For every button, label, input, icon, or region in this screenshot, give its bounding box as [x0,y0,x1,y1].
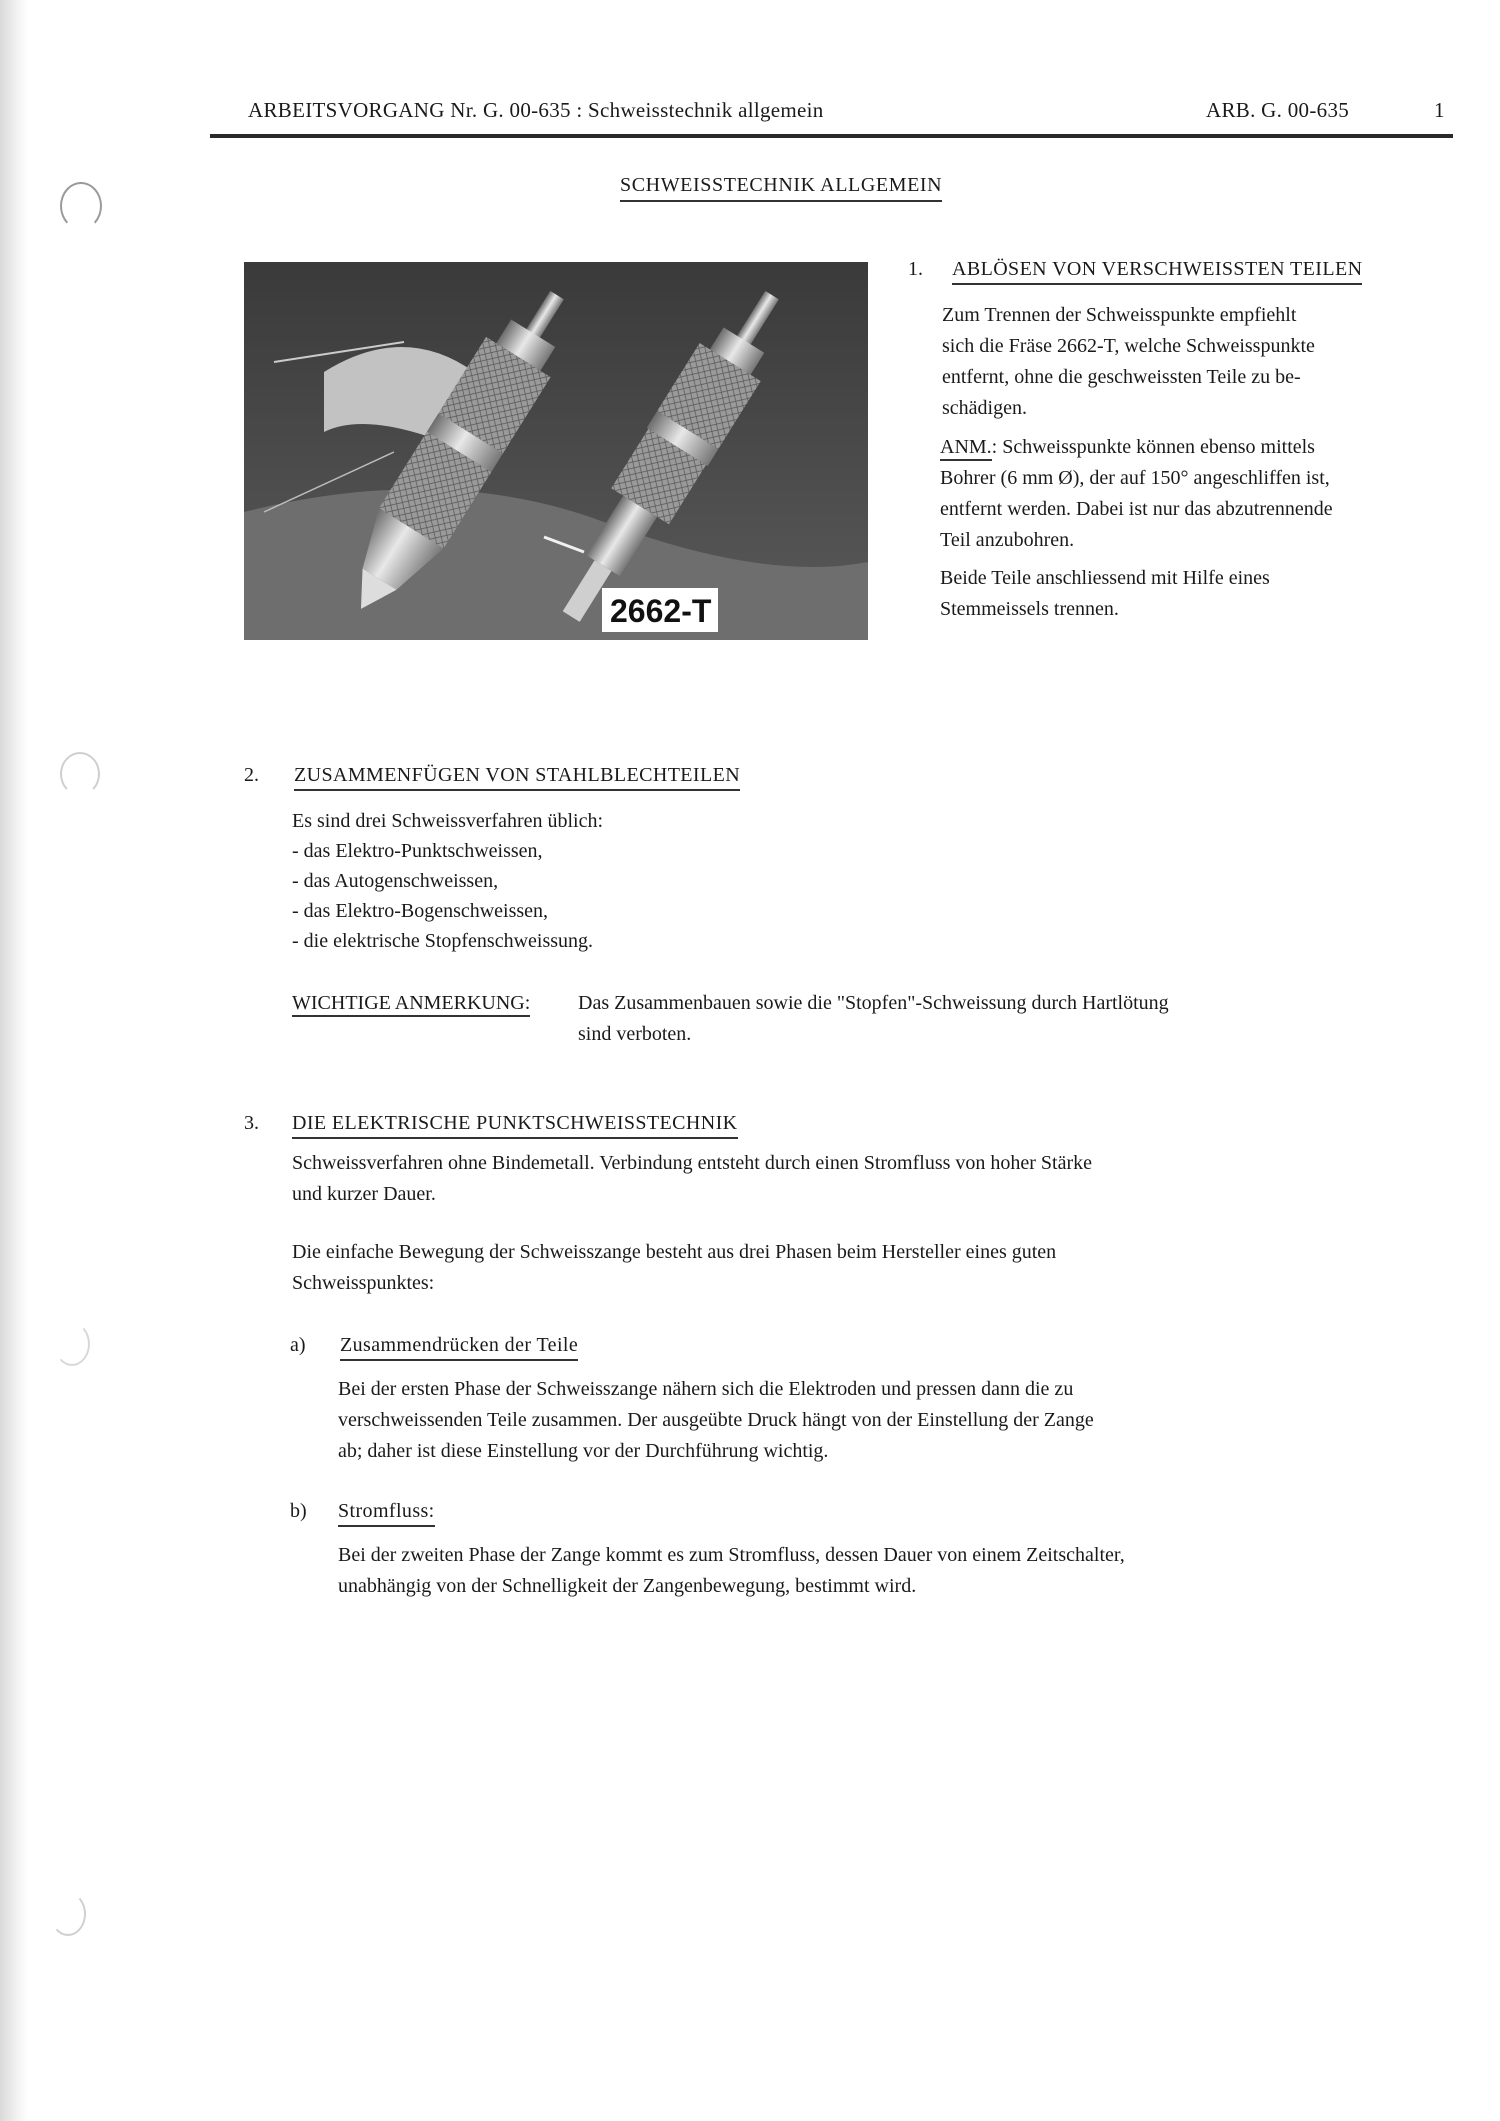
milling-cutter-illustration [244,262,868,640]
section-1-line: Zum Trennen der Schweisspunkte empfiehlt [942,304,1297,326]
para-line: ab; daher ist diese Einstellung vor der Durchführung wichtig. [338,1440,829,1462]
sub-b-body [338,1540,1125,1602]
section-3-number: 3. [244,1112,259,1134]
punch-hole-1 [60,182,102,230]
section-1-title: ABLÖSEN VON VERSCHWEISSTEN TEILEN [952,258,1362,285]
important-label: WICHTIGE ANMERKUNG: [292,992,530,1017]
para-line: Schweissverfahren ohne Bindemetall. Verbindung entsteht durch einen Stromfluss von hoher Stärke [292,1152,1093,1174]
section-1-closing [940,563,1270,625]
list-item: - die elektrische Stopfenschweissung. [292,930,594,952]
note-line: Bohrer (6 mm Ø), der auf 150° angeschliffen ist, [940,467,1330,489]
section-1-number: 1. [908,258,923,280]
important-line: sind verboten. [578,1023,692,1045]
section-3-para-1 [292,1148,1092,1210]
sub-a-label: a) [290,1334,306,1356]
sub-b-title: Stromfluss: [338,1500,435,1527]
para-line: Schweisspunktes: [292,1272,435,1294]
section-1-line: schädigen. [942,397,1027,419]
sub-a-body [338,1374,1094,1467]
header-left: ARBEITSVORGANG Nr. G. 00-635 : Schweisstechnik allgemein [248,98,824,122]
section-2-intro: Es sind drei Schweissverfahren üblich: [292,810,604,832]
note-line: Teil anzubohren. [940,529,1075,551]
important-text [578,988,1169,1050]
list-item: - das Autogenschweissen, [292,870,499,892]
punch-hole-4 [50,1892,86,1936]
important-line: Das Zusammenbauen sowie die "Stopfen"-Schweissung durch Hartlötung [578,992,1169,1014]
para-line: Bei der zweiten Phase der Zange kommt es zum Stromfluss, dessen Dauer von einem Zeitschalter, [338,1544,1125,1566]
section-2-list [292,806,603,956]
list-item: - das Elektro-Bogenschweissen, [292,900,549,922]
note-label: ANM. [940,436,992,461]
tool-photo [244,262,868,640]
header-rule [210,134,1453,138]
closing-line: Beide Teile anschliessend mit Hilfe eines [940,567,1270,589]
header-right: ARB. G. 00-635 [1206,98,1350,122]
para-line: und kurzer Dauer. [292,1183,436,1205]
section-1-note [940,432,1333,556]
scan-edge-shadow [0,0,28,2121]
note-line: entfernt werden. Dabei ist nur das abzutrennende [940,498,1333,520]
closing-line: Stemmeissels trennen. [940,598,1119,620]
note-line: : Schweisspunkte können ebenso mittels [991,436,1315,458]
para-line: verschweissenden Teile zusammen. Der ausgeübte Druck hängt von der Einstellung der Zange [338,1409,1094,1431]
section-1-line: sich die Fräse 2662-T, welche Schweisspunkte [942,335,1315,357]
sub-a-title: Zusammendrücken der Teile [340,1334,578,1361]
para-line: unabhängig von der Schnelligkeit der Zangenbewegung, bestimmt wird. [338,1575,917,1597]
page-title: SCHWEISSTECHNIK ALLGEMEIN [620,174,942,202]
punch-hole-3 [54,1322,90,1366]
page-number: 1 [1434,98,1445,122]
section-1-line: entfernt, ohne die geschweissten Teile zu be- [942,366,1301,388]
section-2-number: 2. [244,764,259,786]
figure-label: 2662-T [610,593,712,629]
section-1-body [942,300,1315,424]
sub-b-label: b) [290,1500,307,1522]
para-line: Die einfache Bewegung der Schweisszange besteht aus drei Phasen beim Hersteller eines guten [292,1241,1057,1263]
section-2-title: ZUSAMMENFÜGEN VON STAHLBLECHTEILEN [294,764,740,791]
list-item: - das Elektro-Punktschweissen, [292,840,543,862]
punch-hole-2 [60,752,100,796]
section-3-para-2 [292,1237,1056,1299]
important-label-wrap [292,988,530,1019]
section-3-title: DIE ELEKTRISCHE PUNKTSCHWEISSTECHNIK [292,1112,738,1139]
para-line: Bei der ersten Phase der Schweisszange nähern sich die Elektroden und pressen dann die zu [338,1378,1074,1400]
